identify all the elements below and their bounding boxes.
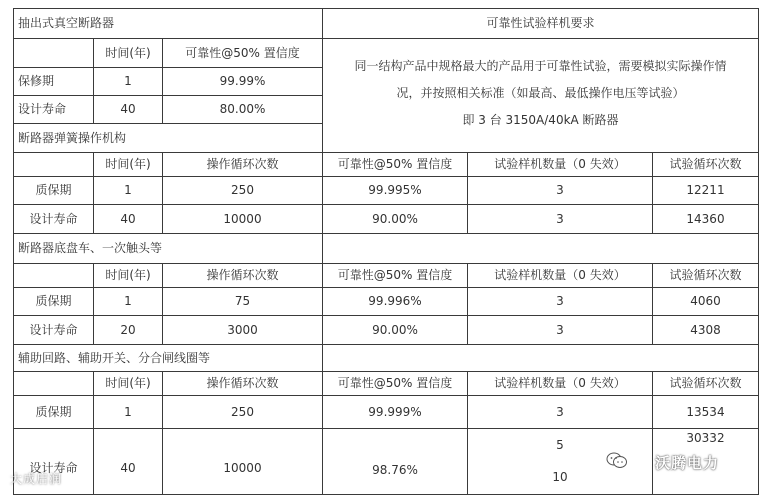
cell-reliability: 99.995% [323,177,468,205]
header-test-cycles: 试验循环次数 [653,153,759,177]
cell-sample-qty: 3 [468,396,653,429]
cell-time: 1 [94,68,163,96]
cell-test-cycles: 13534 [653,396,759,429]
requirement-title: 可靠性试验样机要求 [323,8,759,39]
row-label-warranty: 质保期 [13,396,94,429]
header-test-cycles: 试验循环次数 [653,372,759,396]
header-cycles: 操作循环次数 [163,372,323,396]
requirement-line-3: 即 3 台 3150A/40kA 断路器 [462,113,619,127]
blank-section-cell [323,234,759,264]
cell-test-cycles: 14360 [653,205,759,234]
cell-time: 1 [94,177,163,205]
header-test-cycles: 试验循环次数 [653,264,759,288]
header-reliability: 可靠性@50% 置信度 [323,264,468,288]
header-reliability: 可靠性@50% 置信度 [323,153,468,177]
header-time: 时间(年) [94,153,163,177]
cell-reliability: 99.99% [163,68,323,96]
header-sample-qty: 试验样机数量（0 失效） [468,153,653,177]
section-title-vacuum-breaker: 抽出式真空断路器 [13,8,323,39]
cell-time: 20 [94,316,163,345]
blank-header-cell [13,264,94,288]
row-label-design-life: 设计寿命 [13,96,94,124]
blank-header-cell [13,153,94,177]
row-label-design-life: 设计寿命 [13,429,94,495]
cell-time: 1 [94,396,163,429]
cell-sample-qty: 3 [468,288,653,316]
blank-header-cell [13,39,94,68]
row-label-warranty: 质保期 [13,288,94,316]
header-time: 时间(年) [94,264,163,288]
cell-cycles: 10000 [163,205,323,234]
blank-section-cell [323,345,759,372]
cell-test-cycles: 4308 [653,316,759,345]
header-reliability: 可靠性@50% 置信度 [323,372,468,396]
cell-cycles: 250 [163,177,323,205]
cell-cycles: 250 [163,396,323,429]
cell-test-cycles: 4060 [653,288,759,316]
blank-header-cell [13,372,94,396]
cell-sample-qty: 3 [468,316,653,345]
header-time: 时间(年) [94,372,163,396]
requirement-text-block [323,39,759,153]
watermark-right: 沃腾电力 [655,454,720,472]
cell-cycles: 75 [163,288,323,316]
header-time: 时间(年) [94,39,163,68]
cell-time: 40 [94,96,163,124]
wechat-icon [606,452,628,469]
cell-reliability: 90.00% [323,316,468,345]
header-cycles: 操作循环次数 [163,264,323,288]
test-cycles-a: 30332 [686,431,725,445]
header-reliability: 可靠性@50% 置信度 [163,39,323,68]
requirement-line-1: 同一结构产品中规格最大的产品用于可靠性试验，需要模拟实际操作情 [354,59,727,73]
row-label-design-life: 设计寿命 [13,205,94,234]
cell-test-cycles: 12211 [653,177,759,205]
cell-cycles: 10000 [163,429,323,495]
sample-qty-a: 5 [556,437,564,452]
header-cycles: 操作循环次数 [163,153,323,177]
watermark-left: 大成启润 [10,472,63,486]
cell-cycles: 3000 [163,316,323,345]
cell-reliability: 80.00% [163,96,323,124]
row-label-warranty: 保修期 [13,68,94,96]
cell-sample-qty: 3 [468,205,653,234]
section-title-chassis-contacts: 断路器底盘车、一次触头等 [13,234,323,264]
row-label-warranty: 质保期 [13,177,94,205]
cell-time: 40 [94,205,163,234]
section-title-auxiliary-circuits: 辅助回路、辅助开关、分合闸线圈等 [13,345,323,372]
cell-reliability: 99.996% [323,288,468,316]
cell-sample-qty: 3 [468,177,653,205]
cell-time: 1 [94,288,163,316]
header-sample-qty: 试验样机数量（0 失效） [468,372,653,396]
section-title-spring-mechanism: 断路器弹簧操作机构 [13,124,323,153]
cell-reliability: 98.76% [323,429,468,495]
requirement-line-2: 况，并按照相关标准（如最高、最低操作电压等试验） [396,86,685,100]
row-label-design-life: 设计寿命 [13,316,94,345]
cell-reliability: 90.00% [323,205,468,234]
cell-time: 40 [94,429,163,495]
header-sample-qty: 试验样机数量（0 失效） [468,264,653,288]
cell-reliability: 99.999% [323,396,468,429]
sample-qty-b: 10 [552,470,568,485]
